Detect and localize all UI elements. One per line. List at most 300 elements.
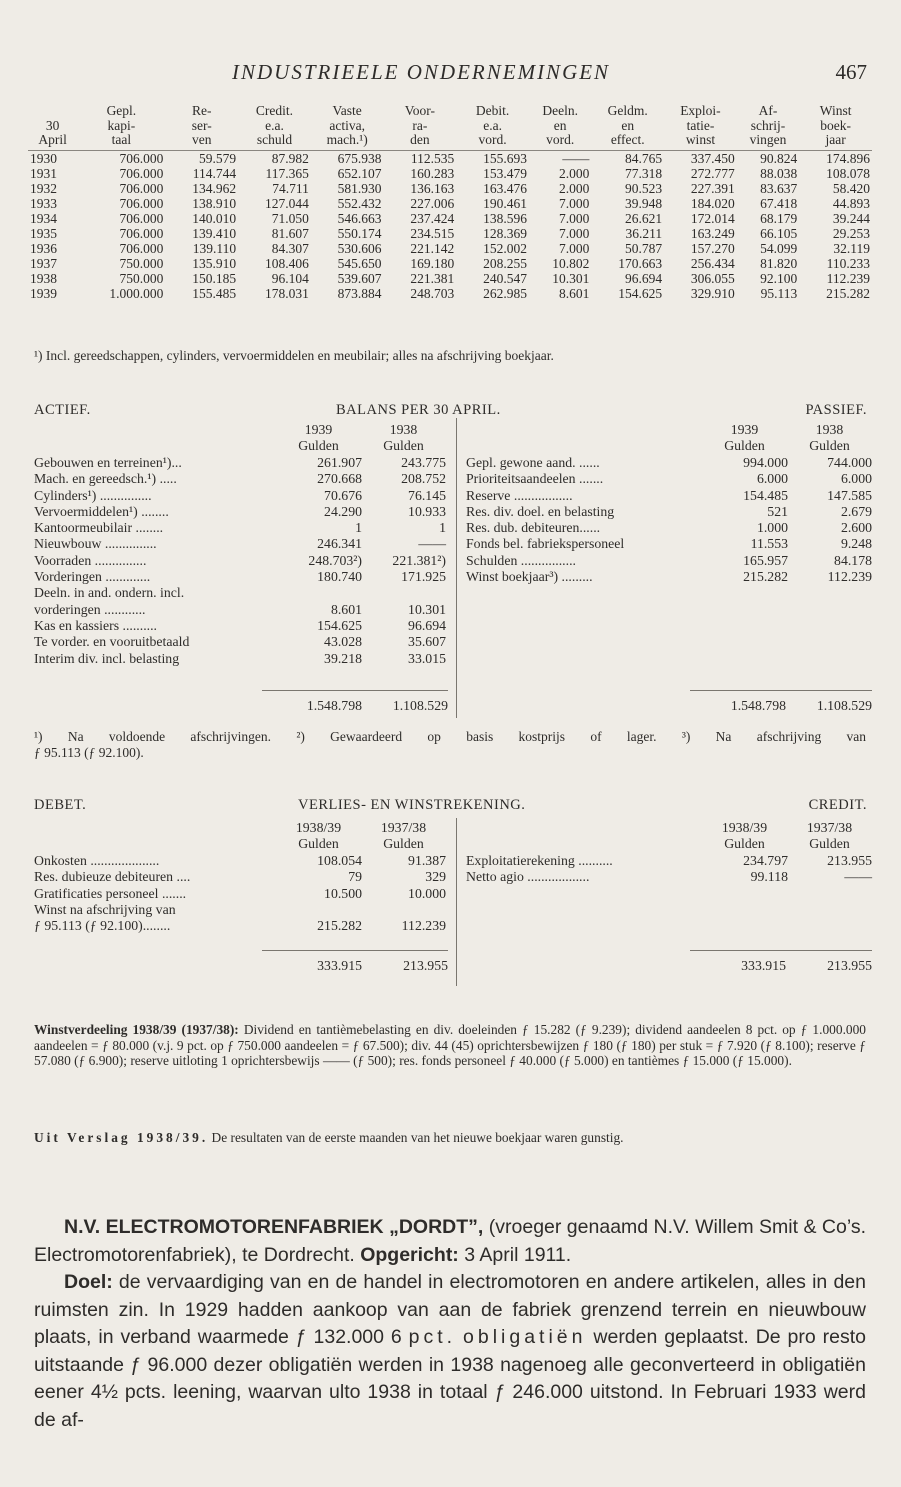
item-label: Kas en kassiers ..........: [34, 617, 157, 633]
item-label: vorderingen ............: [34, 601, 146, 617]
item-label: Cylinders¹) ...............: [34, 487, 152, 503]
total-value: 333.915: [741, 958, 786, 973]
table-cell: 306.055: [690, 270, 735, 286]
column-header-line: Voor-: [404, 103, 435, 118]
table-cell: 221.381: [410, 270, 455, 286]
table-cell: 154.625: [618, 285, 663, 301]
passief-row: [466, 471, 872, 487]
table-cell: 39.244: [832, 210, 870, 226]
table-cell: 163.476: [483, 180, 527, 196]
debet-row: [34, 918, 446, 934]
table-cell: 157.270: [690, 240, 735, 256]
total-rule-right: [690, 690, 872, 691]
table-cell: 248.703: [410, 285, 455, 301]
table-cell: 170.663: [618, 255, 663, 271]
table-cell: 112.239: [826, 270, 870, 286]
column-header: [238, 104, 311, 150]
table-cell: 135.910: [192, 255, 237, 271]
table-footnote: ¹) Incl. gereedschappen, cylinders, vervoermiddelen en meubilair; alles na afschrijving boekjaar.: [34, 348, 554, 363]
value-previous: 10.301: [408, 601, 446, 617]
value-previous: 96.694: [408, 617, 446, 633]
table-cell: 32.119: [833, 240, 870, 256]
column-header-line: 30: [45, 117, 60, 133]
table-cell: 706.000: [119, 195, 164, 211]
table-cell: 550.174: [337, 225, 382, 241]
value-current: 165.957: [743, 552, 788, 568]
column-header-line: April: [38, 132, 67, 147]
column-header: [311, 104, 384, 150]
column-divider: [456, 818, 457, 986]
debet-row: [34, 869, 446, 885]
table-cell: 68.179: [760, 210, 798, 226]
table-cell: 8.601: [559, 285, 590, 301]
table-cell: 138.910: [192, 195, 237, 211]
table-cell: 110.233: [826, 255, 870, 271]
value-current: 215.282: [317, 918, 362, 934]
row-year: 1930: [30, 150, 57, 166]
value-current: 154.625: [317, 617, 362, 633]
row-year: 1931: [30, 165, 57, 181]
unit-label: Gulden: [383, 836, 424, 852]
column-header-line: tatie-: [686, 117, 715, 133]
passief-row: [466, 455, 872, 471]
column-header: [591, 104, 664, 150]
company-intro: (vroeger genaamd N.V. Willem Smit & Co’s. Electromotorenfabriek), te Dordrecht.: [34, 1216, 867, 1266]
value-previous: 10.933: [408, 503, 446, 519]
table-header-row: [28, 104, 872, 150]
actief-row: [34, 488, 446, 504]
column-header: [456, 104, 529, 150]
value-previous: 147.585: [827, 487, 872, 503]
column-header-line: Af-: [758, 103, 778, 118]
passief-row: [466, 504, 872, 520]
item-label: Exploitatierekening ..........: [466, 853, 613, 868]
item-label: Nieuwbouw ...............: [34, 536, 157, 552]
value-previous: 112.239: [401, 918, 446, 934]
table-cell: 706.000: [119, 225, 164, 241]
verslag-paragraph: [34, 1130, 866, 1146]
value-previous: ——: [418, 536, 446, 552]
table-cell: 96.104: [271, 270, 309, 286]
year-1938: 1938: [389, 422, 418, 437]
row-year: 1934: [30, 210, 57, 226]
value-previous: [362, 902, 446, 918]
company-name: N.V. ELECTROMOTORENFABRIEK „DORDT”,: [64, 1216, 484, 1238]
table-cell: 7.000: [559, 195, 590, 211]
year-1939: 1939: [304, 422, 333, 437]
year-label: 1938/39: [721, 820, 768, 835]
table-cell: 88.038: [760, 165, 798, 181]
table-cell: 530.606: [337, 240, 382, 256]
table-cell: 136.163: [410, 180, 455, 196]
column-header-line: Winst: [819, 103, 852, 118]
value-previous: 112.239: [827, 569, 872, 585]
table-cell: 50.787: [624, 240, 663, 256]
row-year: 1939: [30, 285, 57, 301]
value-previous: 10.000: [408, 885, 446, 901]
table-cell: 2.000: [559, 165, 590, 181]
table-cell: 160.283: [410, 165, 455, 181]
value-previous: 221.381²): [392, 552, 446, 568]
value-current: 246.341: [317, 536, 362, 552]
table-cell: 706.000: [119, 165, 164, 181]
pct-spaced: pct.: [408, 1326, 457, 1348]
table-cell: 108.078: [826, 165, 870, 181]
value-current: 79: [348, 869, 362, 885]
credit-totals: [686, 958, 872, 974]
table-cell: 10.301: [552, 270, 590, 286]
year-1938: 1938: [815, 422, 844, 437]
table-cell: 545.650: [337, 255, 382, 271]
column-header-line: Credit.: [255, 103, 294, 118]
table-cell: 77.318: [624, 165, 663, 181]
page-number: 467: [835, 60, 867, 84]
value-current: 234.797: [743, 853, 788, 868]
company-doel: [34, 1269, 866, 1434]
column-header: [737, 104, 799, 150]
table-cell: 652.107: [337, 165, 382, 181]
value-current: 11.553: [750, 536, 788, 552]
table-cell: 227.391: [690, 180, 735, 196]
column-header-line: Deeln.: [542, 103, 578, 118]
table-cell: 552.432: [337, 195, 382, 211]
table-cell: 114.744: [192, 165, 237, 181]
table-cell: 36.211: [625, 225, 663, 241]
value-current: 24.290: [324, 503, 362, 519]
running-header-title: INDUSTRIEELE ONDERNEMINGEN: [232, 60, 611, 84]
table-cell: 152.002: [483, 240, 527, 256]
actief-row: [34, 602, 446, 618]
balance-right-heading: PASSIEF.: [805, 402, 867, 418]
table-cell: 150.185: [192, 270, 237, 286]
value-current: 261.907: [317, 455, 362, 470]
item-label: Te vorder. en vooruitbetaald: [34, 634, 190, 650]
unit-label: Gulden: [724, 836, 765, 852]
table-cell: ——: [562, 150, 590, 166]
pl-right-heading: CREDIT.: [808, 797, 867, 813]
credit-row: [466, 869, 872, 885]
item-label: Res. div. doel. en belasting: [466, 503, 615, 519]
total-rule-right: [690, 950, 872, 951]
table-cell: 58.420: [832, 180, 870, 196]
table-cell: 234.515: [410, 225, 455, 241]
doel-text-continued: werden geplaatst. De pro resto uitstaande ƒ 96.000 dezer obligatiën werden in 1938 nagenoeg alle geconverteerd in obligatiën eener 4½ pcts. leening, waarvan ulto 1938 in totaal ƒ 246.000 uitstond. In Februari 1933 werd de af-: [34, 1326, 866, 1431]
table-cell: 44.893: [832, 195, 870, 211]
table-cell: 169.180: [410, 255, 455, 271]
table-cell: 190.461: [483, 195, 527, 211]
table-cell: 67.418: [760, 195, 798, 211]
table-row: [28, 211, 872, 226]
unit-label: Gulden: [809, 438, 850, 454]
actief-row: [34, 585, 446, 601]
actief-list: [34, 455, 446, 667]
table-cell: 706.000: [119, 240, 164, 256]
column-header: [165, 104, 238, 150]
value-previous: 2.600: [840, 520, 872, 536]
item-label: Gepl. gewone aand. ......: [466, 455, 600, 470]
table-cell: 539.607: [337, 270, 382, 286]
value-previous: 208.752: [401, 471, 446, 487]
table-cell: 71.050: [271, 210, 309, 226]
column-header-line: boek-: [820, 117, 851, 133]
table-cell: 675.938: [337, 150, 382, 166]
item-label: Vervoermiddelen¹) ........: [34, 503, 169, 519]
table-cell: 90.523: [624, 180, 663, 196]
table-cell: 337.450: [690, 150, 735, 166]
unit-label: Gulden: [383, 438, 424, 454]
column-header-line: Geldm.: [607, 103, 648, 118]
column-header-line: effect.: [610, 132, 645, 147]
passief-row: [466, 520, 872, 536]
column-divider: [456, 418, 457, 718]
column-header-line: activa,: [329, 117, 365, 133]
balance-years-left: [276, 422, 446, 455]
column-header-line: Debit.: [475, 103, 510, 118]
table-cell: 74.711: [272, 180, 309, 196]
total-value: 1.548.798: [730, 698, 786, 713]
table-cell: 95.113: [760, 285, 798, 301]
value-previous: [362, 585, 446, 601]
value-current: 270.668: [317, 471, 362, 487]
column-header-line: vord.: [478, 132, 507, 147]
table-cell: 66.105: [760, 225, 798, 241]
table-cell: 128.369: [483, 225, 527, 241]
table-body: [28, 150, 872, 301]
row-year: 1937: [30, 255, 57, 271]
column-header-line: en: [621, 117, 635, 133]
column-header-line: taal: [111, 132, 132, 147]
table-cell: 59.579: [199, 150, 237, 166]
column-header-line: ven: [192, 132, 212, 147]
value-current: [284, 902, 362, 918]
value-previous: ——: [844, 869, 872, 885]
column-header-line: winst: [685, 132, 716, 147]
winstverdeeling-text: Dividend en tantièmebelasting en div. doeleinden ƒ 15.282 (ƒ 9.239); dividend aandeelen 8 pct. op ƒ 1.000.000 aandeelen = ƒ 80.000 (v.j. 9 pct. op ƒ 750.000 aandeelen = ƒ 67.500); div. 44 (45) oprichtersbewijzen ƒ 180 (ƒ 180) per stuk = ƒ 7.920 (ƒ 8.100); reserve ƒ 57.080 (ƒ 6.900); reserve uitloting 1 oprichtersbewijs —— (ƒ 500); res. fonds personeel ƒ 40.000 (ƒ 5.000) en tantièmes ƒ 15.000 (ƒ 15.000).: [34, 1022, 866, 1069]
actief-row: [34, 569, 446, 585]
item-label: Kantoormeubilair ........: [34, 520, 164, 536]
table-cell: 84.307: [271, 240, 309, 256]
item-label: Vorderingen .............: [34, 569, 151, 585]
column-header-line: Exploi-: [680, 103, 721, 118]
debet-row: [34, 853, 446, 869]
credit-row: [466, 853, 872, 869]
verslag-text: De resultaten van de eerste maanden van het nieuwe boekjaar waren gunstig.: [208, 1130, 624, 1145]
column-header-line: schrij-: [750, 117, 786, 133]
table-cell: 112.535: [410, 150, 455, 166]
value-previous: 243.775: [401, 455, 446, 470]
debet-totals: [262, 958, 448, 974]
passief-row: [466, 536, 872, 552]
table-cell: 208.255: [483, 255, 527, 271]
column-header-line: schuld: [256, 132, 293, 147]
table-row: [28, 241, 872, 256]
table-cell: 163.249: [690, 225, 735, 241]
item-label: Schulden ................: [466, 552, 576, 568]
table-cell: 873.884: [337, 285, 382, 301]
table-cell: 134.962: [192, 180, 237, 196]
table-cell: 7.000: [559, 225, 590, 241]
total-rule-left: [262, 690, 448, 691]
value-current: 521: [767, 503, 788, 519]
unit-label: Gulden: [298, 836, 339, 852]
table-cell: 706.000: [119, 150, 164, 166]
actief-row: [34, 536, 446, 552]
table-cell: 81.820: [760, 255, 798, 271]
debet-list: [34, 853, 446, 934]
table-cell: 39.948: [624, 195, 663, 211]
passief-row: [466, 553, 872, 569]
table-row: [28, 166, 872, 181]
column-header-line: e.a.: [483, 117, 502, 133]
item-label: Res. dub. debiteuren......: [466, 520, 601, 536]
passief-row: [466, 488, 872, 504]
value-previous: 213.955: [827, 853, 872, 868]
table-cell: 26.621: [624, 210, 663, 226]
value-current: 43.028: [324, 634, 362, 650]
table-cell: 706.000: [119, 180, 164, 196]
table-cell: 750.000: [119, 270, 164, 286]
table-cell: 581.930: [337, 180, 382, 196]
table-cell: 155.485: [192, 285, 237, 301]
table-cell: 83.637: [760, 180, 798, 196]
table-cell: 546.663: [337, 210, 382, 226]
column-header: [664, 104, 737, 150]
value-previous: 171.925: [401, 569, 446, 585]
value-current: 215.282: [743, 569, 788, 585]
value-previous: 9.248: [840, 536, 872, 552]
value-current: 6.000: [756, 471, 788, 487]
opgericht-value: 3 April 1911.: [458, 1243, 572, 1266]
table-cell: 1.000.000: [109, 285, 164, 301]
table-cell: 2.000: [559, 180, 590, 196]
item-label: Res. dubieuze debiteuren ....: [34, 869, 191, 885]
row-year: 1938: [30, 270, 57, 286]
column-header: [529, 104, 591, 150]
company-entry: [34, 1214, 866, 1269]
table-row: [28, 196, 872, 211]
table-cell: 7.000: [559, 210, 590, 226]
value-current: 1.000: [756, 520, 788, 536]
table-cell: 90.824: [760, 150, 798, 166]
table-cell: 240.547: [483, 270, 527, 286]
financial-history-table: [28, 104, 872, 301]
total-value: 333.915: [317, 958, 362, 973]
table-cell: 215.282: [826, 285, 870, 301]
pl-years-left: [276, 820, 446, 853]
column-header-line: Vaste: [332, 103, 362, 118]
table-cell: 96.694: [624, 270, 663, 286]
column-header-line: ra-: [412, 117, 428, 133]
column-header: [77, 104, 165, 150]
winstverdeeling-label: Winstverdeeling 1938/39 (1937/38):: [34, 1022, 239, 1037]
actief-row: [34, 634, 446, 650]
value-current: 180.740: [317, 569, 362, 585]
space: [456, 1326, 463, 1348]
year-label: 1937/38: [380, 820, 427, 835]
value-previous: 6.000: [840, 471, 872, 487]
total-value: 1.108.529: [816, 698, 872, 713]
total-value: 213.955: [403, 958, 448, 973]
column-header-line: Gepl.: [106, 103, 137, 118]
table-cell: 127.044: [264, 195, 309, 211]
unit-label: Gulden: [298, 438, 339, 454]
table-cell: 178.031: [264, 285, 309, 301]
column-header-line: vingen: [749, 132, 787, 147]
table-row: [28, 286, 872, 301]
pl-left-heading: DEBET.: [34, 797, 87, 813]
value-current: 70.676: [324, 487, 362, 503]
actief-row: [34, 455, 446, 471]
table-cell: 84.765: [624, 150, 663, 166]
value-previous: 91.387: [408, 853, 446, 868]
table-row: [28, 181, 872, 196]
item-label: Onkosten ....................: [34, 853, 160, 868]
column-header-line: kapi-: [107, 117, 136, 133]
value-previous: 2.679: [840, 503, 872, 519]
table-cell: 7.000: [559, 240, 590, 256]
column-header-line: Re-: [192, 103, 212, 118]
item-label: Gebouwen en terreinen¹)...: [34, 455, 182, 470]
unit-label: Gulden: [724, 438, 765, 454]
debet-row: [34, 886, 446, 902]
doel-label: Doel:: [64, 1271, 113, 1293]
value-current: 108.054: [317, 853, 362, 868]
table-cell: 221.142: [410, 240, 455, 256]
year-label: 1938/39: [295, 820, 342, 835]
table-row: [28, 271, 872, 286]
table-cell: 117.365: [265, 165, 309, 181]
actief-row: [34, 520, 446, 536]
actief-totals: [262, 698, 448, 714]
value-previous: 1: [439, 520, 446, 536]
doel-text: de vervaardiging van en de handel in electromotoren en andere artikelen, alles in den ruimsten zin. In 1929 hadden aankoop van aan de fabriek grenzend terrein en nieuwbouw plaats, in verband waarmede ƒ 132.000 6: [34, 1271, 866, 1348]
item-label: Winst na afschrijving van: [34, 901, 176, 917]
value-current: 99.118: [750, 869, 788, 885]
credit-list: [466, 853, 872, 886]
column-header-line: mach.¹): [326, 132, 368, 147]
table-cell: 139.110: [192, 240, 237, 256]
value-previous: 33.015: [408, 650, 446, 666]
table-row: [28, 150, 872, 166]
year-label: 1937/38: [806, 820, 853, 835]
row-year: 1936: [30, 240, 57, 256]
table-cell: 10.802: [552, 255, 590, 271]
pl-years-right: [702, 820, 872, 853]
item-label: Netto agio ..................: [466, 869, 590, 885]
verslag-label: Uit Verslag 1938/39.: [34, 1130, 209, 1145]
actief-row: [34, 651, 446, 667]
passief-totals: [686, 698, 872, 714]
value-previous: 35.607: [408, 634, 446, 650]
table-cell: 155.693: [483, 150, 527, 166]
pl-title: VERLIES- EN WINSTREKENING.: [298, 797, 526, 813]
table-cell: 153.479: [483, 165, 527, 181]
unit-label: Gulden: [809, 836, 850, 852]
value-current: 10.500: [324, 885, 362, 901]
table-cell: 227.006: [410, 195, 455, 211]
table-cell: 140.010: [192, 210, 237, 226]
column-header: [799, 104, 872, 150]
actief-row: [34, 504, 446, 520]
table-cell: 750.000: [119, 255, 164, 271]
item-label: Interim div. incl. belasting: [34, 650, 180, 666]
item-label: Reserve .................: [466, 487, 573, 503]
table-cell: 172.014: [690, 210, 735, 226]
total-rule-left: [262, 950, 448, 951]
table-cell: 81.607: [271, 225, 309, 241]
table-row: [28, 256, 872, 271]
table-cell: 138.596: [483, 210, 527, 226]
